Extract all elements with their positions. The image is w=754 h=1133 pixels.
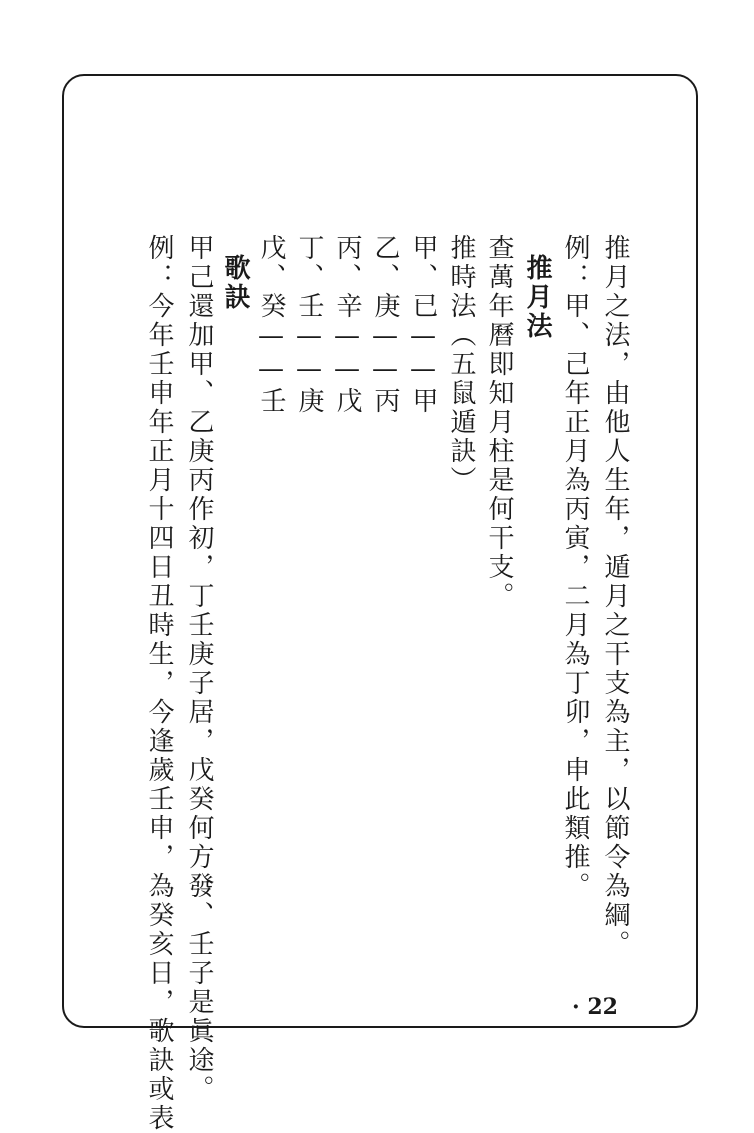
section-heading-verse: 歌訣 [220, 254, 250, 312]
example-line: 例：今年壬申年正月十四日丑時生，今逢歲壬申，為癸亥日，歌訣或表 [144, 234, 174, 1133]
section-heading-month: 推月法 [522, 254, 552, 341]
rule-line-4: 丁、壬——庚 [294, 234, 324, 416]
rule-line-3: 丙、辛——戊 [332, 234, 362, 416]
text-line-4: 查萬年曆即知月柱是何干支。 [484, 234, 514, 611]
rule-line-2: 乙、庚——丙 [370, 234, 400, 416]
text-line-2: 例：甲、己年正月為丙寅，二月為丁卯，申此類推。 [560, 234, 590, 901]
page-number: · 22 [572, 994, 618, 1020]
rule-line-5: 戊、癸——壬 [256, 234, 286, 416]
verse-line: 甲己還加甲、乙庚丙作初，丁壬庚子居，戊癸何方發、壬子是眞途。 [184, 234, 214, 1104]
text-line-1: 推月之法，由他人生年，遁月之干支為主，以節令為綱。 [600, 234, 630, 959]
text-line-5: 推時法（五鼠遁訣） [446, 234, 476, 495]
rule-line-1: 甲、已——甲 [408, 234, 438, 416]
